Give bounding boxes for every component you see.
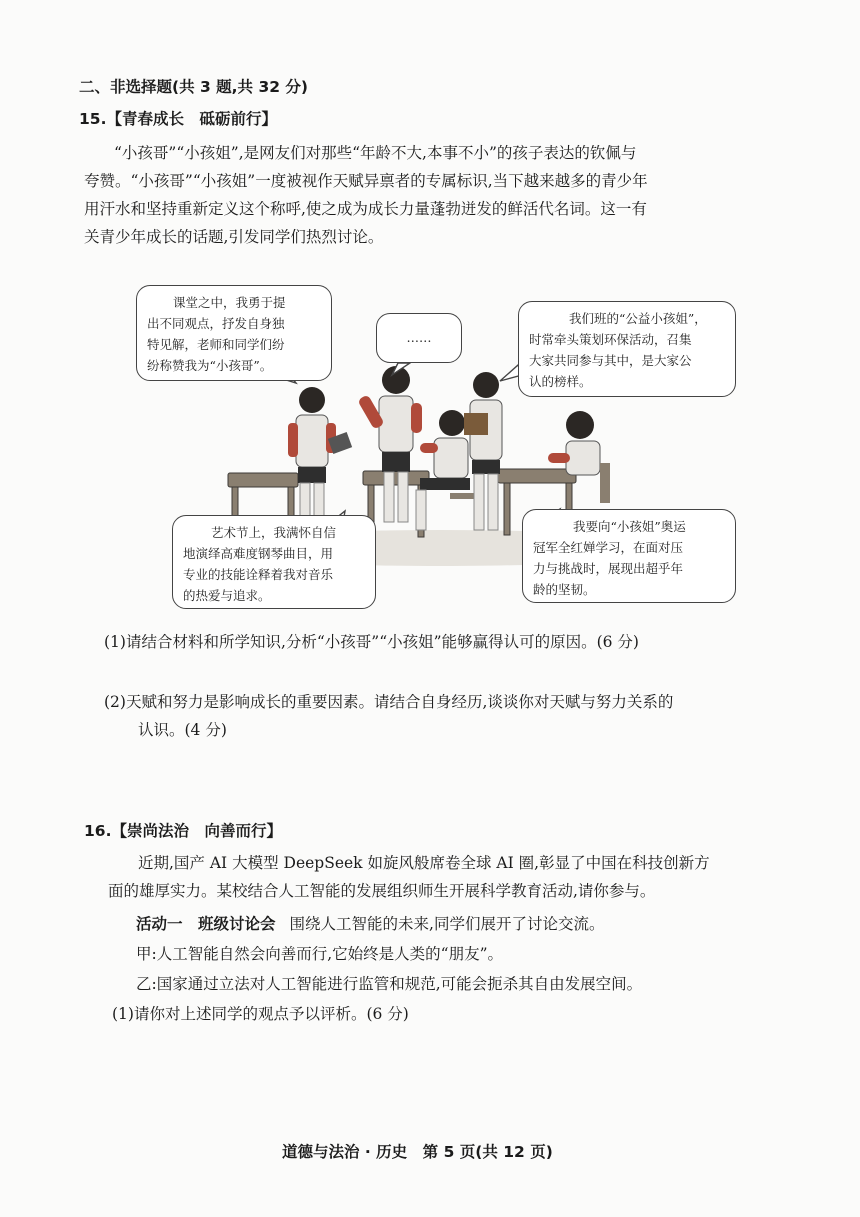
q15-heading [79, 108, 277, 130]
page-footer: 道德与法治 · 历史 第 5 页(共 12 页) [282, 1143, 553, 1161]
classroom-illustration [120, 283, 748, 613]
speech-bubble-top-middle: …… [376, 313, 462, 363]
q15-intro-line: 夸赞。“小孩哥”“小孩姐”一度被视作天赋异禀者的专属标识,当下越来越多的青少年 [84, 172, 648, 190]
opinion-b: 乙:国家通过立法对人工智能进行监管和规范,可能会扼杀其自由发展空间。 [136, 975, 643, 993]
q16-number: 16. [84, 822, 112, 840]
student-boy-left [288, 387, 352, 529]
q16-title: 【崇尚法治 向善而行】 [111, 822, 282, 840]
student-girl-writing [548, 411, 610, 503]
activity-1-text: 围绕人工智能的未来,同学们展开了讨论交流。 [289, 915, 605, 933]
student-boy-right [464, 372, 502, 530]
q16-heading [84, 820, 282, 842]
opinion-a: 甲:人工智能自然会向善而行,它始终是人类的“朋友”。 [136, 945, 503, 963]
q16-activity-1 [136, 913, 604, 935]
q16-intro [108, 849, 788, 905]
q15-intro-line: 关青少年成长的话题,引发同学们热烈讨论。 [84, 228, 384, 246]
q16-intro-line: 近期,国产 AI 大模型 DeepSeek 如旋风般席卷全球 AI 圈,彰显了中国在科技创新方 [138, 854, 710, 872]
speech-bubble-top-left: 课堂之中，我勇于提 出不同观点，抒发自身独 特见解，老师和同学们纷 纷称赞我为“小孩哥”。 [136, 285, 332, 381]
q15-intro-line: “小孩哥”“小孩姐”,是网友们对那些“年龄不大,本事不小”的孩子表达的钦佩与 [114, 144, 637, 162]
q15-title: 【青春成长 砥砺前行】 [106, 110, 277, 128]
q15-subquestion-2-line: 认识。(4 分) [138, 721, 227, 739]
q15-subquestion-2 [104, 688, 794, 744]
q15-intro-line: 用汗水和坚持重新定义这个称呼,使之成为成长力量蓬勃迸发的鲜活代名词。这一有 [84, 200, 647, 218]
q15-subquestion-1: (1)请结合材料和所学知识,分析“小孩哥”“小孩姐”能够赢得认可的原因。(6 分) [104, 633, 639, 651]
speech-bubble-bottom-left: 艺术节上，我满怀自信 地演绎高难度钢琴曲目，用 专业的技能诠释着我对音乐 的热爱与追求。 [172, 515, 376, 609]
q15-number: 15. [79, 110, 107, 128]
speech-bubble-bottom-right: 我要向“小孩姐”奥运 冠军全红婵学习，在面对压 力与挑战时，展现出超乎年 龄的坚韧。 [522, 509, 736, 603]
section-title: 二、非选择题(共 3 题,共 32 分) [79, 78, 308, 96]
activity-1-title: 活动一 班级讨论会 [136, 915, 276, 933]
q16-subquestion-1: (1)请你对上述同学的观点予以评析。(6 分) [112, 1005, 409, 1023]
speech-bubble-top-right: 我们班的“公益小孩姐”， 时常牵头策划环保活动，召集 大家共同参与其中，是大家公 认的榜样。 [518, 301, 736, 397]
q15-intro [84, 139, 784, 251]
student-girl-standing [357, 366, 422, 522]
q16-intro-line: 面的雄厚实力。某校结合人工智能的发展组织师生开展科学教育活动,请你参与。 [108, 882, 656, 900]
q15-subquestion-2-line: (2)天赋和努力是影响成长的重要因素。请结合自身经历,谈谈你对天赋与努力关系的 [104, 693, 674, 711]
